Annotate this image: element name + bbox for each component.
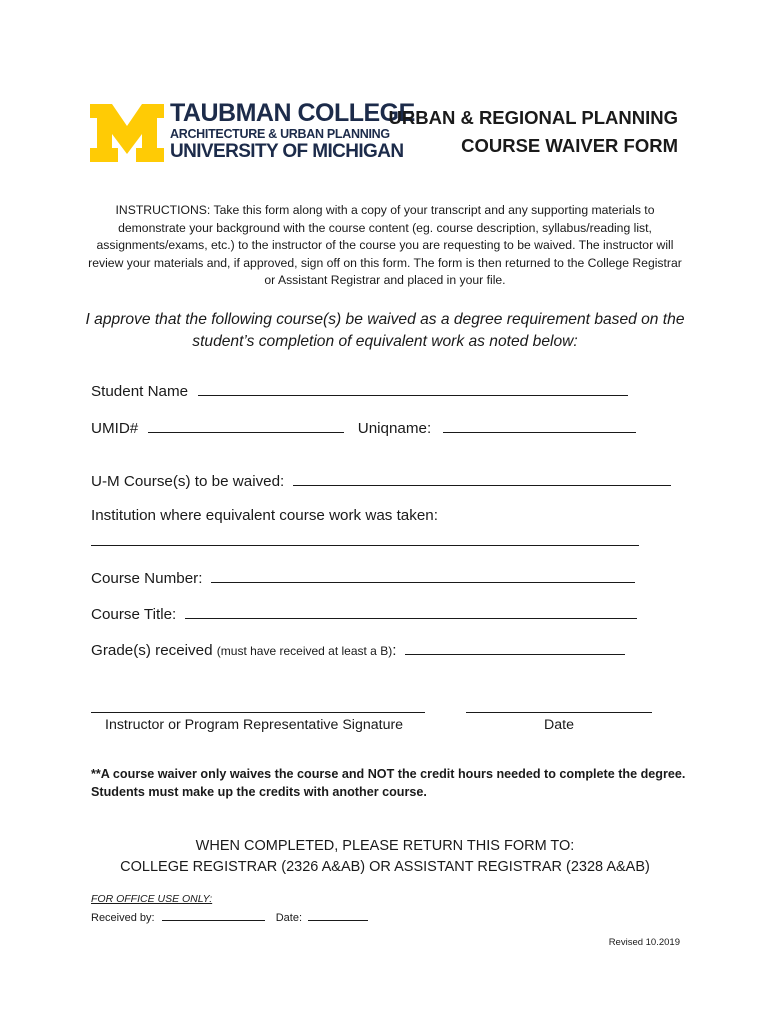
instructions-text: INSTRUCTIONS: Take this form along with a copy of your transcript and any supporting materials to demonstrate your background with the course content (eg. course description, syllabus/reading list, assignments/exams, etc.) to the instructor of the course you are requesting to be waived. The instructor will review your materials and, if approved, sign off on this form. The form is then returned to the College Registrar or Assistant Registrar and placed in your file. <box>88 203 682 288</box>
office-date-field[interactable] <box>308 910 368 921</box>
logo-line-2: ARCHITECTURE & URBAN PLANNING <box>170 127 390 141</box>
waiver-note: **A course waiver only waives the course and NOT the credit hours needed to complete the degree. Students must make up the credits with another course. <box>91 767 686 799</box>
course-number-label: Course Number: <box>91 570 203 587</box>
grade-field[interactable] <box>405 640 625 655</box>
institution-label: Institution where equivalent course work was taken: <box>91 507 438 524</box>
form-title-line-2: COURSE WAIVER FORM <box>461 135 678 156</box>
signature-date-label: Date <box>544 717 574 733</box>
grade-row <box>91 640 625 659</box>
grade-note: (must have received at least a B) <box>216 644 393 658</box>
return-line-2: COLLEGE REGISTRAR (2326 A&AB) OR ASSISTANT REGISTRAR (2328 A&AB) <box>120 859 650 875</box>
return-instructions <box>80 836 690 878</box>
signature-date-line[interactable] <box>466 712 652 713</box>
courses-waived-field[interactable] <box>293 471 671 486</box>
office-date-label: Date: <box>275 912 303 924</box>
grade-label: Grade(s) received <box>91 642 213 659</box>
course-title-label: Course Title: <box>91 606 177 623</box>
block-m-logo-icon <box>90 104 164 162</box>
received-by-field[interactable] <box>162 910 265 921</box>
institution-row <box>91 531 639 550</box>
student-name-field[interactable] <box>198 381 628 396</box>
courses-waived-label: U-M Course(s) to be waived: <box>91 473 285 490</box>
revision-date: Revised 10.2019 <box>608 937 680 948</box>
instructor-signature-label: Instructor or Program Representative Signature <box>105 717 404 733</box>
institution-field[interactable] <box>91 531 639 546</box>
course-title-row <box>91 604 637 623</box>
received-by-label: Received by: <box>91 912 155 924</box>
student-name-label: Student Name <box>91 383 189 400</box>
grade-colon: : <box>392 642 397 659</box>
student-name-row <box>91 381 628 400</box>
form-title <box>389 104 679 160</box>
umid-row <box>91 418 636 437</box>
logo-line-1: TAUBMAN COLLEGE <box>170 99 415 127</box>
umid-field[interactable] <box>148 418 344 433</box>
course-number-row <box>91 568 635 587</box>
college-logo-text <box>170 101 415 161</box>
office-received-row <box>91 910 368 924</box>
courses-waived-row <box>91 471 671 490</box>
uniqname-field[interactable] <box>443 418 636 433</box>
course-number-field[interactable] <box>211 568 635 583</box>
return-line-1: WHEN COMPLETED, PLEASE RETURN THIS FORM TO: <box>195 838 575 854</box>
approval-statement: I approve that the following course(s) be waived as a degree requirement based on the student’s completion of equivalent work as noted below: <box>85 311 685 350</box>
instructor-signature-line[interactable] <box>91 712 425 713</box>
form-title-line-1: URBAN & REGIONAL PLANNING <box>388 107 678 128</box>
uniqname-label: Uniqname: <box>357 420 432 437</box>
office-use-heading: FOR OFFICE USE ONLY: <box>91 893 213 905</box>
course-title-field[interactable] <box>185 604 637 619</box>
logo-line-3: UNIVERSITY OF MICHIGAN <box>170 140 404 162</box>
umid-label: UMID# <box>91 420 139 437</box>
